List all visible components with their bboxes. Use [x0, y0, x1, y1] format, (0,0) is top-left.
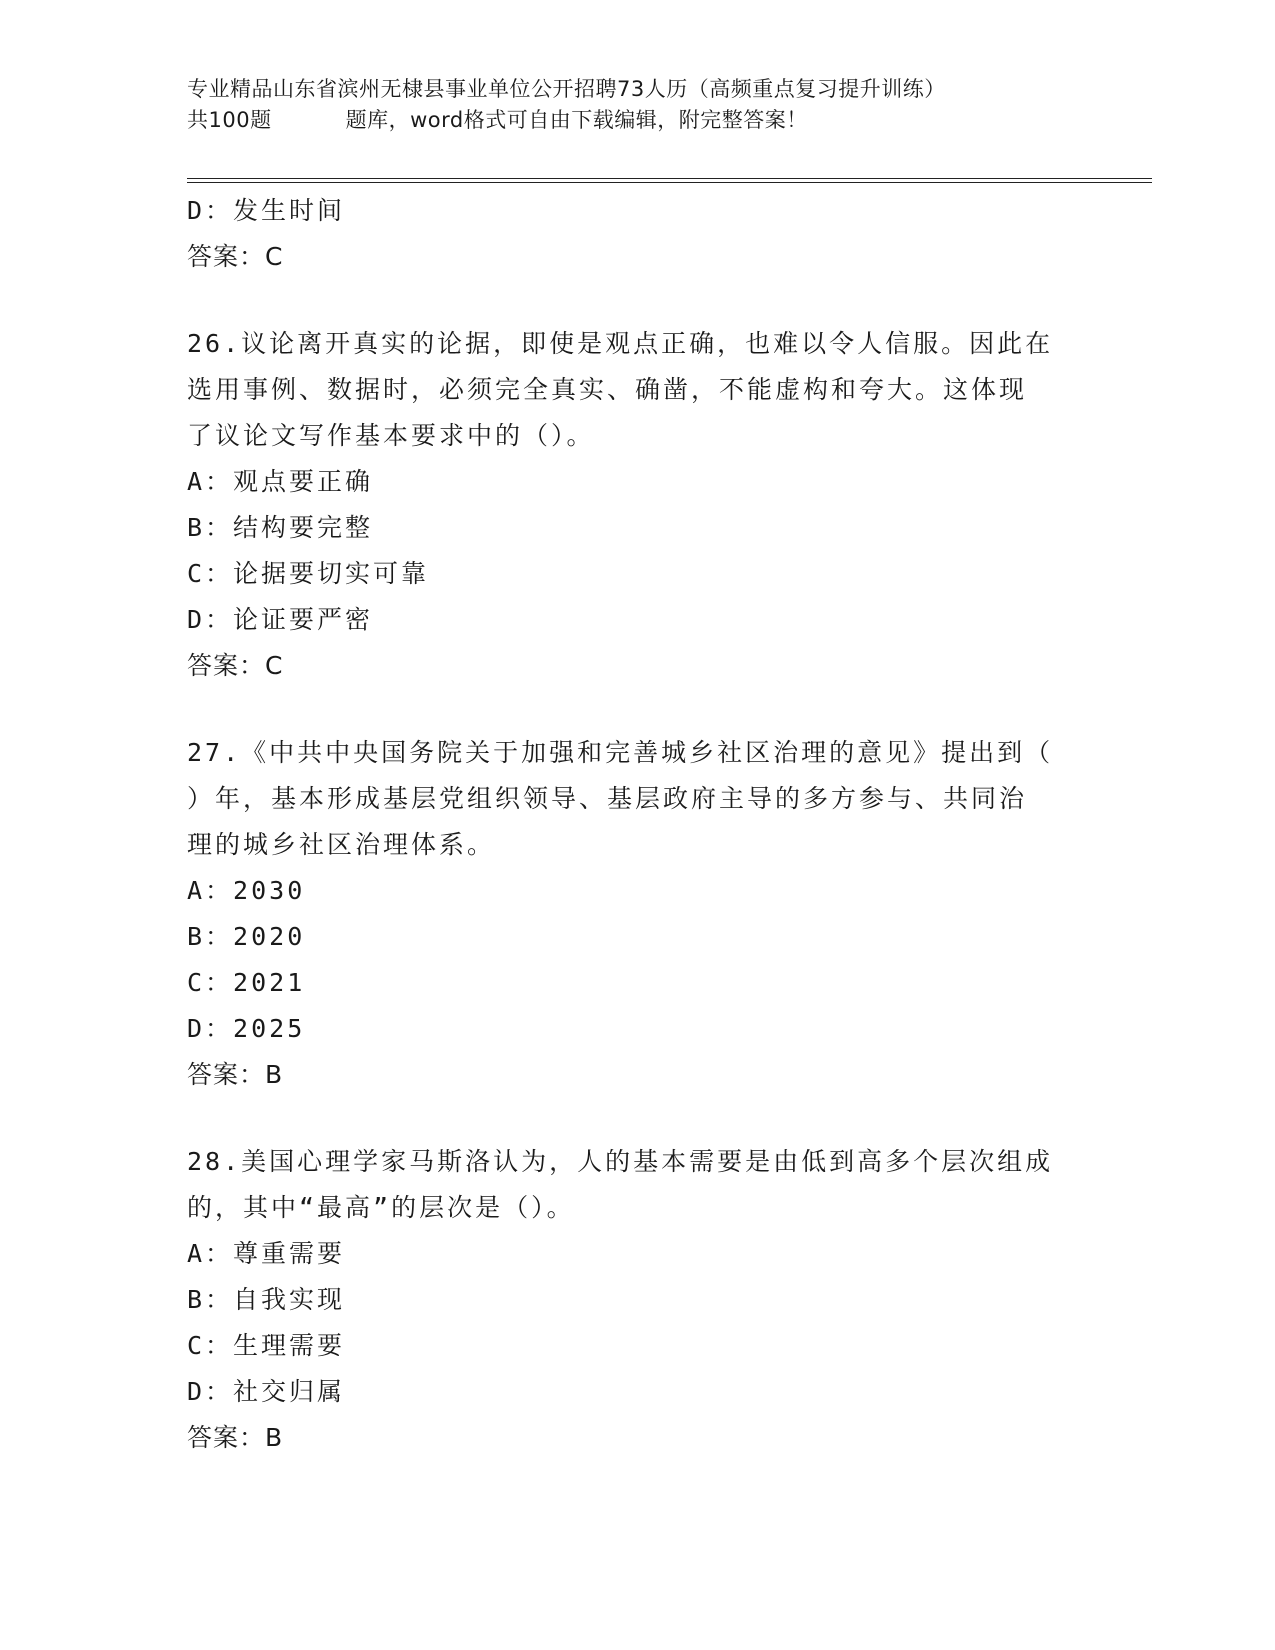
question-text-line: 28.美国心理学家马斯洛认为，人的基本需要是由低到高多个层次组成	[187, 1147, 1054, 1176]
option-d: D：论证要严密	[187, 605, 374, 634]
question-text-line: 26.议论离开真实的论据，即使是观点正确，也难以令人信服。因此在	[187, 329, 1054, 358]
answer-line: 答案：B	[187, 1060, 284, 1089]
option-b: B：2020	[187, 922, 306, 951]
question-28	[187, 1139, 1087, 1461]
header-question-count: 共100题	[187, 108, 272, 132]
question-spacer	[187, 689, 1087, 730]
question-content	[187, 188, 1087, 1461]
option-b: B：自我实现	[187, 1285, 346, 1314]
question-26	[187, 321, 1087, 689]
question-27	[187, 730, 1087, 1098]
question-spacer	[187, 1098, 1087, 1139]
option-a: A：2030	[187, 876, 306, 905]
question-text-line: 的，其中“最高”的层次是（）。	[187, 1193, 575, 1222]
question-text-line: 了议论文写作基本要求中的（）。	[187, 421, 595, 450]
question-text-line: 理的城乡社区治理体系。	[187, 830, 496, 859]
answer-line: 答案：B	[187, 1423, 284, 1452]
header-gap	[272, 105, 346, 136]
option-b: B：结构要完整	[187, 513, 374, 542]
option-a: A：观点要正确	[187, 467, 374, 496]
option-d: D：社交归属	[187, 1377, 346, 1406]
option-c: C：生理需要	[187, 1331, 346, 1360]
question-text-line: ）年，基本形成基层党组织领导、基层政府主导的多方参与、共同治	[187, 784, 1028, 813]
prev-question-tail	[187, 188, 1087, 280]
question-text-line: 选用事例、数据时，必须完全真实、确凿，不能虚构和夸大。这体现	[187, 375, 1028, 404]
header-description: 题库，word格式可自由下载编辑，附完整答案！	[345, 108, 808, 132]
question-text-line: 27.《中共中央国务院关于加强和完善城乡社区治理的意见》提出到（	[187, 738, 1054, 767]
header-rule-top	[187, 178, 1152, 179]
answer-line: 答案：C	[187, 242, 284, 271]
option-d: D：2025	[187, 1014, 306, 1043]
page-header	[187, 74, 1147, 136]
header-rule-bottom	[187, 182, 1152, 183]
answer-line: 答案：C	[187, 651, 284, 680]
option-d: D：发生时间	[187, 196, 346, 225]
option-c: C：论据要切实可靠	[187, 559, 430, 588]
option-a: A：尊重需要	[187, 1239, 346, 1268]
option-c: C：2021	[187, 968, 306, 997]
header-title-line1: 专业精品山东省滨州无棣县事业单位公开招聘73人历（高频重点复习提升训练）	[187, 77, 946, 101]
question-spacer	[187, 280, 1087, 321]
header-title-line2	[187, 105, 1147, 136]
